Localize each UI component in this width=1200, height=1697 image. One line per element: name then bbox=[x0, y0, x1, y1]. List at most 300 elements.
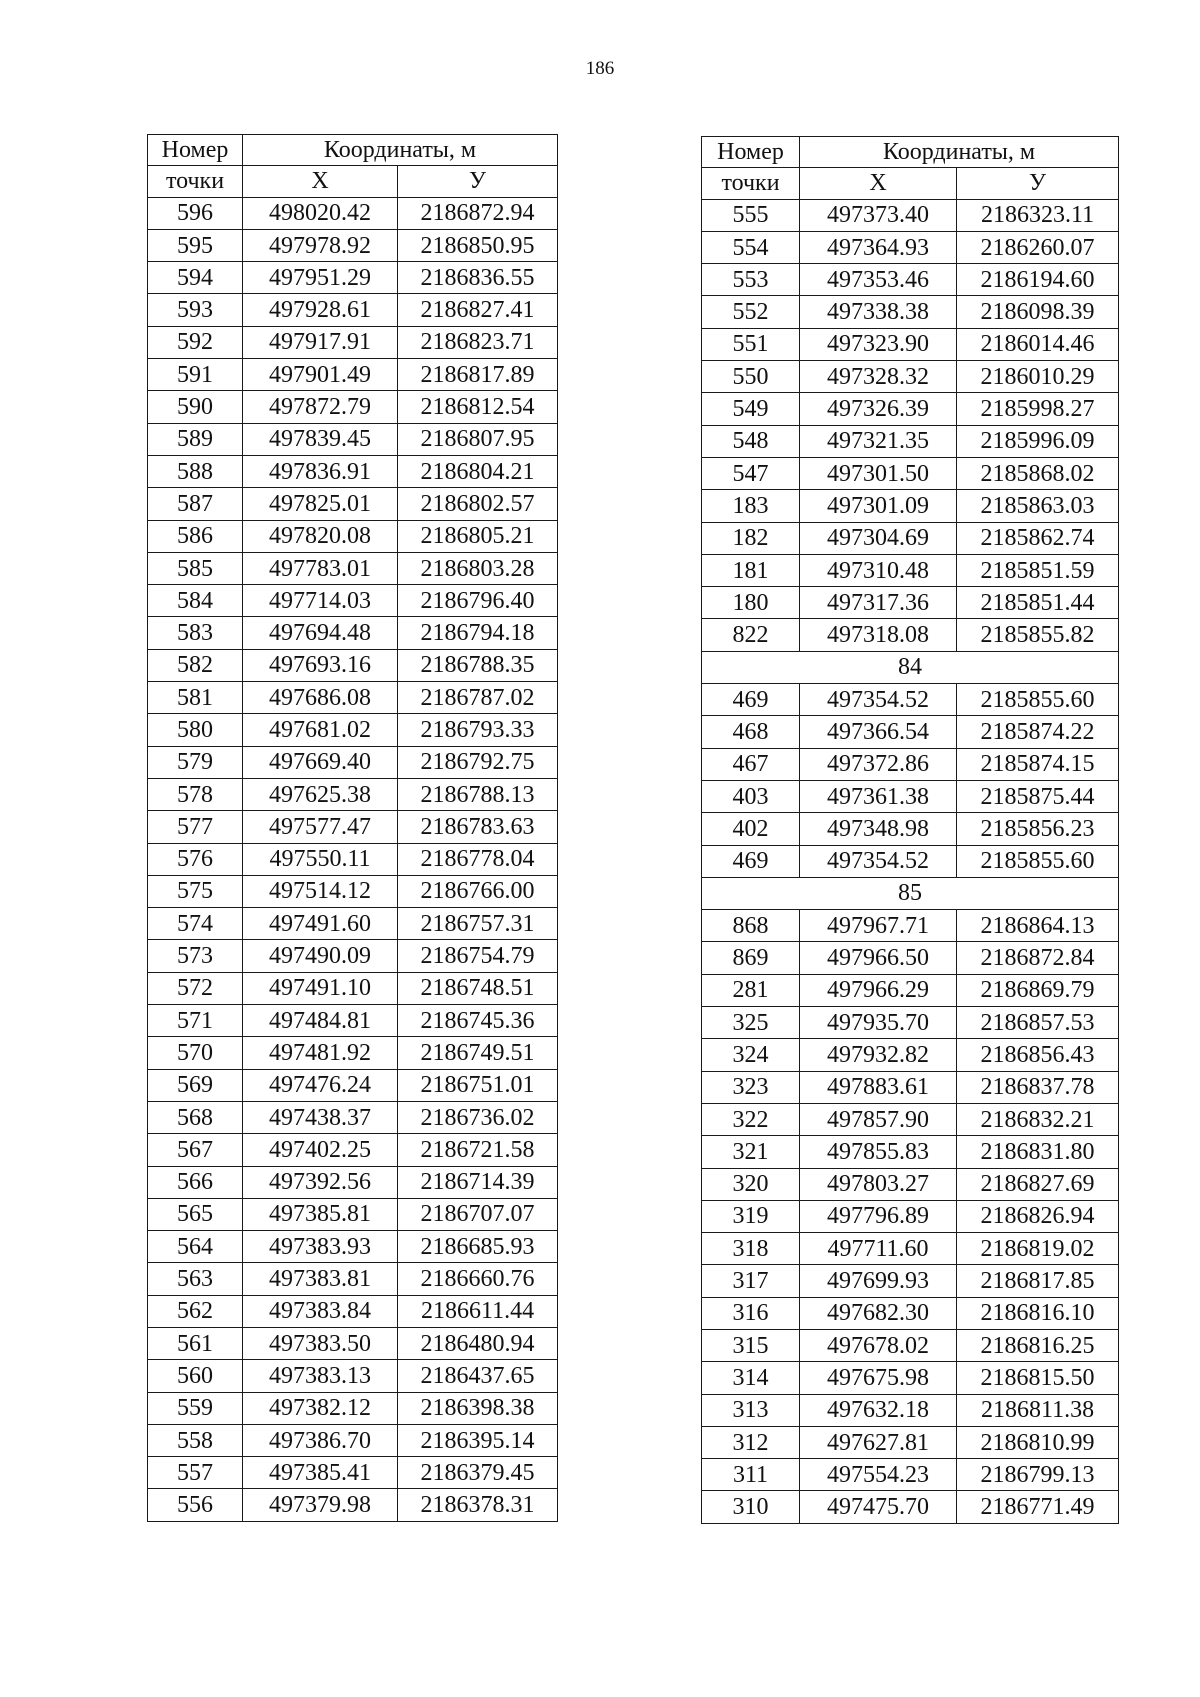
x-column-header: X bbox=[243, 166, 398, 197]
table-row bbox=[702, 1394, 1119, 1426]
table-row bbox=[148, 1424, 558, 1456]
x-coordinate-cell: 497682.30 bbox=[800, 1297, 957, 1329]
table-row bbox=[702, 1071, 1119, 1103]
table-row bbox=[702, 942, 1119, 974]
x-coordinate-cell: 497373.40 bbox=[800, 199, 957, 231]
x-coordinate-cell: 497711.60 bbox=[800, 1233, 957, 1265]
x-coordinate-cell: 497820.08 bbox=[243, 520, 398, 552]
point-number-cell: 589 bbox=[148, 423, 243, 455]
y-coordinate-cell: 2185851.44 bbox=[957, 587, 1119, 619]
section-number: 84 bbox=[702, 651, 1119, 683]
x-coordinate-cell: 497318.08 bbox=[800, 619, 957, 651]
point-number-cell: 182 bbox=[702, 522, 800, 554]
table-row bbox=[148, 1134, 558, 1166]
point-number-header-line2: точки bbox=[702, 168, 800, 199]
x-coordinate-cell: 497385.81 bbox=[243, 1198, 398, 1230]
point-number-cell: 324 bbox=[702, 1039, 800, 1071]
x-coordinate-cell: 497392.56 bbox=[243, 1166, 398, 1198]
table-row bbox=[148, 778, 558, 810]
x-coordinate-cell: 497317.36 bbox=[800, 587, 957, 619]
x-coordinate-cell: 497383.93 bbox=[243, 1231, 398, 1263]
point-number-cell: 584 bbox=[148, 585, 243, 617]
table-row bbox=[148, 617, 558, 649]
y-coordinate-cell: 2186796.40 bbox=[398, 585, 558, 617]
section-row bbox=[702, 651, 1119, 683]
x-coordinate-cell: 497304.69 bbox=[800, 522, 957, 554]
table-row bbox=[148, 1263, 558, 1295]
y-coordinate-cell: 2186837.78 bbox=[957, 1071, 1119, 1103]
table-row bbox=[702, 425, 1119, 457]
x-coordinate-cell: 497379.98 bbox=[243, 1489, 398, 1521]
y-coordinate-cell: 2186802.57 bbox=[398, 488, 558, 520]
point-number-cell: 548 bbox=[702, 425, 800, 457]
y-coordinate-cell: 2186823.71 bbox=[398, 326, 558, 358]
y-coordinate-cell: 2186856.43 bbox=[957, 1039, 1119, 1071]
point-number-cell: 594 bbox=[148, 262, 243, 294]
y-coordinate-cell: 2186811.38 bbox=[957, 1394, 1119, 1426]
table-row bbox=[702, 1329, 1119, 1361]
table-row bbox=[148, 1457, 558, 1489]
y-coordinate-cell: 2186751.01 bbox=[398, 1069, 558, 1101]
y-coordinate-cell: 2186799.13 bbox=[957, 1459, 1119, 1491]
table-row bbox=[702, 522, 1119, 554]
point-number-cell: 553 bbox=[702, 264, 800, 296]
x-coordinate-cell: 497354.52 bbox=[800, 845, 957, 877]
y-coordinate-cell: 2186807.95 bbox=[398, 423, 558, 455]
table-row bbox=[702, 910, 1119, 942]
x-coordinate-cell: 497627.81 bbox=[800, 1426, 957, 1458]
y-coordinate-cell: 2186736.02 bbox=[398, 1101, 558, 1133]
x-coordinate-cell: 497490.09 bbox=[243, 940, 398, 972]
y-coordinate-cell: 2186832.21 bbox=[957, 1103, 1119, 1135]
table-row bbox=[148, 262, 558, 294]
point-number-cell: 318 bbox=[702, 1233, 800, 1265]
table-row bbox=[148, 1295, 558, 1327]
y-coordinate-cell: 2186850.95 bbox=[398, 229, 558, 261]
x-coordinate-cell: 497491.10 bbox=[243, 972, 398, 1004]
point-number-cell: 559 bbox=[148, 1392, 243, 1424]
table-row bbox=[148, 908, 558, 940]
x-coordinate-cell: 497872.79 bbox=[243, 391, 398, 423]
y-coordinate-cell: 2186794.18 bbox=[398, 617, 558, 649]
y-coordinate-cell: 2185868.02 bbox=[957, 457, 1119, 489]
y-column-header: У bbox=[957, 168, 1119, 199]
y-coordinate-cell: 2186857.53 bbox=[957, 1007, 1119, 1039]
point-number-cell: 552 bbox=[702, 296, 800, 328]
point-number-cell: 586 bbox=[148, 520, 243, 552]
x-coordinate-cell: 497966.29 bbox=[800, 974, 957, 1006]
table-row bbox=[148, 585, 558, 617]
point-number-cell: 869 bbox=[702, 942, 800, 974]
point-number-header: Номер bbox=[702, 137, 800, 168]
x-coordinate-cell: 497353.46 bbox=[800, 264, 957, 296]
x-coordinate-cell: 497382.12 bbox=[243, 1392, 398, 1424]
x-coordinate-cell: 497857.90 bbox=[800, 1103, 957, 1135]
table-row bbox=[702, 361, 1119, 393]
table-row bbox=[148, 326, 558, 358]
x-coordinate-cell: 497783.01 bbox=[243, 552, 398, 584]
x-coordinate-cell: 497836.91 bbox=[243, 455, 398, 487]
point-number-header: Номер bbox=[148, 135, 243, 166]
table-row bbox=[148, 811, 558, 843]
point-number-cell: 547 bbox=[702, 457, 800, 489]
point-number-cell: 575 bbox=[148, 875, 243, 907]
x-coordinate-cell: 497301.50 bbox=[800, 457, 957, 489]
point-number-cell: 311 bbox=[702, 1459, 800, 1491]
point-number-cell: 469 bbox=[702, 684, 800, 716]
table-row bbox=[702, 490, 1119, 522]
table-row bbox=[148, 359, 558, 391]
x-coordinate-cell: 497328.32 bbox=[800, 361, 957, 393]
section-row bbox=[702, 877, 1119, 909]
point-number-cell: 469 bbox=[702, 845, 800, 877]
x-coordinate-cell: 497310.48 bbox=[800, 554, 957, 586]
table-row bbox=[148, 488, 558, 520]
point-number-cell: 569 bbox=[148, 1069, 243, 1101]
x-coordinate-cell: 497383.50 bbox=[243, 1327, 398, 1359]
x-coordinate-cell: 497326.39 bbox=[800, 393, 957, 425]
x-coordinate-cell: 497383.84 bbox=[243, 1295, 398, 1327]
point-number-cell: 555 bbox=[702, 199, 800, 231]
point-number-cell: 320 bbox=[702, 1168, 800, 1200]
y-coordinate-cell: 2186815.50 bbox=[957, 1362, 1119, 1394]
point-number-cell: 591 bbox=[148, 359, 243, 391]
table-row bbox=[148, 1360, 558, 1392]
table-row bbox=[148, 520, 558, 552]
y-coordinate-cell: 2186812.54 bbox=[398, 391, 558, 423]
table-row bbox=[148, 1392, 558, 1424]
page-number: 186 bbox=[585, 58, 615, 79]
point-number-cell: 560 bbox=[148, 1360, 243, 1392]
point-number-cell: 551 bbox=[702, 328, 800, 360]
x-coordinate-cell: 497491.60 bbox=[243, 908, 398, 940]
table-row bbox=[148, 552, 558, 584]
point-number-cell: 567 bbox=[148, 1134, 243, 1166]
x-coordinate-cell: 497550.11 bbox=[243, 843, 398, 875]
table-row bbox=[702, 813, 1119, 845]
point-number-cell: 579 bbox=[148, 746, 243, 778]
y-coordinate-cell: 2186098.39 bbox=[957, 296, 1119, 328]
point-number-cell: 596 bbox=[148, 197, 243, 229]
x-coordinate-cell: 497669.40 bbox=[243, 746, 398, 778]
point-number-cell: 593 bbox=[148, 294, 243, 326]
point-number-cell: 403 bbox=[702, 780, 800, 812]
coordinates-table-left bbox=[147, 134, 558, 1522]
table-row bbox=[148, 1231, 558, 1263]
table-row bbox=[148, 197, 558, 229]
x-coordinate-cell: 497514.12 bbox=[243, 875, 398, 907]
table-row bbox=[148, 1489, 558, 1521]
point-number-cell: 583 bbox=[148, 617, 243, 649]
point-number-cell: 566 bbox=[148, 1166, 243, 1198]
table-row bbox=[702, 199, 1119, 231]
table-row bbox=[702, 1362, 1119, 1394]
y-coordinate-cell: 2185855.60 bbox=[957, 684, 1119, 716]
y-coordinate-cell: 2186788.35 bbox=[398, 649, 558, 681]
x-coordinate-cell: 497928.61 bbox=[243, 294, 398, 326]
x-coordinate-cell: 497803.27 bbox=[800, 1168, 957, 1200]
point-number-cell: 587 bbox=[148, 488, 243, 520]
y-coordinate-cell: 2186766.00 bbox=[398, 875, 558, 907]
x-coordinate-cell: 497686.08 bbox=[243, 682, 398, 714]
x-coordinate-cell: 497354.52 bbox=[800, 684, 957, 716]
point-number-cell: 317 bbox=[702, 1265, 800, 1297]
table-row bbox=[702, 328, 1119, 360]
point-number-cell: 557 bbox=[148, 1457, 243, 1489]
y-coordinate-cell: 2186378.31 bbox=[398, 1489, 558, 1521]
table-row bbox=[148, 843, 558, 875]
x-coordinate-cell: 497694.48 bbox=[243, 617, 398, 649]
table-row bbox=[702, 1200, 1119, 1232]
x-coordinate-cell: 497348.98 bbox=[800, 813, 957, 845]
x-coordinate-cell: 497675.98 bbox=[800, 1362, 957, 1394]
point-number-cell: 315 bbox=[702, 1329, 800, 1361]
y-coordinate-cell: 2186754.79 bbox=[398, 940, 558, 972]
table-row bbox=[702, 619, 1119, 651]
table-row bbox=[702, 296, 1119, 328]
point-number-cell: 558 bbox=[148, 1424, 243, 1456]
x-coordinate-cell: 497796.89 bbox=[800, 1200, 957, 1232]
point-number-cell: 588 bbox=[148, 455, 243, 487]
coordinates-header: Координаты, м bbox=[243, 135, 558, 166]
table-row bbox=[148, 746, 558, 778]
y-coordinate-cell: 2186803.28 bbox=[398, 552, 558, 584]
x-coordinate-cell: 497855.83 bbox=[800, 1136, 957, 1168]
table-row bbox=[148, 1037, 558, 1069]
point-number-cell: 554 bbox=[702, 231, 800, 263]
point-number-cell: 310 bbox=[702, 1491, 800, 1523]
y-coordinate-cell: 2186810.99 bbox=[957, 1426, 1119, 1458]
x-coordinate-cell: 497917.91 bbox=[243, 326, 398, 358]
table-row bbox=[702, 780, 1119, 812]
y-coordinate-cell: 2186872.94 bbox=[398, 197, 558, 229]
y-coordinate-cell: 2186864.13 bbox=[957, 910, 1119, 942]
point-number-cell: 314 bbox=[702, 1362, 800, 1394]
point-number-cell: 468 bbox=[702, 716, 800, 748]
point-number-cell: 316 bbox=[702, 1297, 800, 1329]
table-row bbox=[702, 845, 1119, 877]
y-coordinate-cell: 2186749.51 bbox=[398, 1037, 558, 1069]
y-coordinate-cell: 2186872.84 bbox=[957, 942, 1119, 974]
point-number-cell: 590 bbox=[148, 391, 243, 423]
x-coordinate-cell: 497678.02 bbox=[800, 1329, 957, 1361]
x-coordinate-cell: 497699.93 bbox=[800, 1265, 957, 1297]
x-coordinate-cell: 497383.13 bbox=[243, 1360, 398, 1392]
y-coordinate-cell: 2186787.02 bbox=[398, 682, 558, 714]
y-coordinate-cell: 2186685.93 bbox=[398, 1231, 558, 1263]
y-coordinate-cell: 2186323.11 bbox=[957, 199, 1119, 231]
y-coordinate-cell: 2185851.59 bbox=[957, 554, 1119, 586]
x-coordinate-cell: 497966.50 bbox=[800, 942, 957, 974]
x-coordinate-cell: 497935.70 bbox=[800, 1007, 957, 1039]
table-row bbox=[148, 1327, 558, 1359]
coordinates-table-right bbox=[701, 136, 1119, 1524]
y-coordinate-cell: 2185863.03 bbox=[957, 490, 1119, 522]
y-coordinate-cell: 2186817.89 bbox=[398, 359, 558, 391]
y-coordinate-cell: 2186804.21 bbox=[398, 455, 558, 487]
y-coordinate-cell: 2186748.51 bbox=[398, 972, 558, 1004]
table-row bbox=[148, 875, 558, 907]
table-row bbox=[702, 1265, 1119, 1297]
point-number-cell: 592 bbox=[148, 326, 243, 358]
table-row bbox=[148, 682, 558, 714]
x-coordinate-cell: 497323.90 bbox=[800, 328, 957, 360]
table-row bbox=[702, 748, 1119, 780]
table-row bbox=[702, 393, 1119, 425]
x-coordinate-cell: 497364.93 bbox=[800, 231, 957, 263]
point-number-cell: 321 bbox=[702, 1136, 800, 1168]
section-number: 85 bbox=[702, 877, 1119, 909]
y-coordinate-cell: 2186826.94 bbox=[957, 1200, 1119, 1232]
y-coordinate-cell: 2186778.04 bbox=[398, 843, 558, 875]
y-coordinate-cell: 2185875.44 bbox=[957, 780, 1119, 812]
x-coordinate-cell: 497476.24 bbox=[243, 1069, 398, 1101]
point-number-cell: 577 bbox=[148, 811, 243, 843]
table-row bbox=[702, 1039, 1119, 1071]
table-row bbox=[148, 972, 558, 1004]
y-coordinate-cell: 2186714.39 bbox=[398, 1166, 558, 1198]
table-row bbox=[702, 231, 1119, 263]
y-coordinate-cell: 2185996.09 bbox=[957, 425, 1119, 457]
table-row bbox=[702, 1007, 1119, 1039]
y-coordinate-cell: 2186707.07 bbox=[398, 1198, 558, 1230]
point-number-cell: 467 bbox=[702, 748, 800, 780]
x-coordinate-cell: 497883.61 bbox=[800, 1071, 957, 1103]
point-number-cell: 585 bbox=[148, 552, 243, 584]
table-row bbox=[148, 229, 558, 261]
point-number-cell: 571 bbox=[148, 1005, 243, 1037]
table-row bbox=[702, 684, 1119, 716]
table-row bbox=[702, 457, 1119, 489]
point-number-cell: 325 bbox=[702, 1007, 800, 1039]
table-row bbox=[148, 714, 558, 746]
point-number-cell: 576 bbox=[148, 843, 243, 875]
point-number-cell: 578 bbox=[148, 778, 243, 810]
table-row bbox=[702, 1426, 1119, 1458]
point-number-cell: 581 bbox=[148, 682, 243, 714]
y-coordinate-cell: 2186827.41 bbox=[398, 294, 558, 326]
point-number-cell: 323 bbox=[702, 1071, 800, 1103]
y-coordinate-cell: 2186014.46 bbox=[957, 328, 1119, 360]
y-coordinate-cell: 2186260.07 bbox=[957, 231, 1119, 263]
y-coordinate-cell: 2186831.80 bbox=[957, 1136, 1119, 1168]
point-number-cell: 181 bbox=[702, 554, 800, 586]
y-coordinate-cell: 2186757.31 bbox=[398, 908, 558, 940]
y-coordinate-cell: 2185874.15 bbox=[957, 748, 1119, 780]
y-coordinate-cell: 2186721.58 bbox=[398, 1134, 558, 1166]
point-number-cell: 868 bbox=[702, 910, 800, 942]
y-coordinate-cell: 2185862.74 bbox=[957, 522, 1119, 554]
y-coordinate-cell: 2186010.29 bbox=[957, 361, 1119, 393]
y-coordinate-cell: 2186398.38 bbox=[398, 1392, 558, 1424]
point-number-cell: 564 bbox=[148, 1231, 243, 1263]
y-coordinate-cell: 2186437.65 bbox=[398, 1360, 558, 1392]
table-row bbox=[702, 1103, 1119, 1135]
y-coordinate-cell: 2186836.55 bbox=[398, 262, 558, 294]
x-coordinate-cell: 497402.25 bbox=[243, 1134, 398, 1166]
x-coordinate-cell: 497475.70 bbox=[800, 1491, 957, 1523]
x-coordinate-cell: 497383.81 bbox=[243, 1263, 398, 1295]
table-row bbox=[148, 1005, 558, 1037]
y-coordinate-cell: 2185856.23 bbox=[957, 813, 1119, 845]
point-number-cell: 402 bbox=[702, 813, 800, 845]
table-row bbox=[148, 1069, 558, 1101]
point-number-cell: 565 bbox=[148, 1198, 243, 1230]
point-number-cell: 281 bbox=[702, 974, 800, 1006]
point-number-cell: 595 bbox=[148, 229, 243, 261]
point-number-cell: 322 bbox=[702, 1103, 800, 1135]
table-row bbox=[148, 1198, 558, 1230]
table-row bbox=[702, 264, 1119, 296]
y-coordinate-cell: 2186827.69 bbox=[957, 1168, 1119, 1200]
y-coordinate-cell: 2186805.21 bbox=[398, 520, 558, 552]
x-coordinate-cell: 497632.18 bbox=[800, 1394, 957, 1426]
point-number-cell: 180 bbox=[702, 587, 800, 619]
x-coordinate-cell: 497967.71 bbox=[800, 910, 957, 942]
y-coordinate-cell: 2186793.33 bbox=[398, 714, 558, 746]
x-coordinate-cell: 497301.09 bbox=[800, 490, 957, 522]
x-coordinate-cell: 497361.38 bbox=[800, 780, 957, 812]
point-number-cell: 313 bbox=[702, 1394, 800, 1426]
point-number-cell: 822 bbox=[702, 619, 800, 651]
x-coordinate-cell: 498020.42 bbox=[243, 197, 398, 229]
y-coordinate-cell: 2186792.75 bbox=[398, 746, 558, 778]
x-column-header: X bbox=[800, 168, 957, 199]
x-coordinate-cell: 497372.86 bbox=[800, 748, 957, 780]
y-coordinate-cell: 2186745.36 bbox=[398, 1005, 558, 1037]
y-coordinate-cell: 2185855.60 bbox=[957, 845, 1119, 877]
x-coordinate-cell: 497901.49 bbox=[243, 359, 398, 391]
x-coordinate-cell: 497385.41 bbox=[243, 1457, 398, 1489]
point-number-cell: 319 bbox=[702, 1200, 800, 1232]
point-number-cell: 574 bbox=[148, 908, 243, 940]
table-row bbox=[148, 455, 558, 487]
point-number-cell: 572 bbox=[148, 972, 243, 1004]
point-number-header-line2: точки bbox=[148, 166, 243, 197]
y-coordinate-cell: 2186817.85 bbox=[957, 1265, 1119, 1297]
table-row bbox=[702, 974, 1119, 1006]
table-row bbox=[148, 1101, 558, 1133]
coordinates-header: Координаты, м bbox=[800, 137, 1119, 168]
table-row bbox=[148, 294, 558, 326]
y-coordinate-cell: 2186788.13 bbox=[398, 778, 558, 810]
x-coordinate-cell: 497484.81 bbox=[243, 1005, 398, 1037]
table-row bbox=[148, 391, 558, 423]
table-row bbox=[702, 1168, 1119, 1200]
y-coordinate-cell: 2186819.02 bbox=[957, 1233, 1119, 1265]
y-coordinate-cell: 2185855.82 bbox=[957, 619, 1119, 651]
x-coordinate-cell: 497693.16 bbox=[243, 649, 398, 681]
point-number-cell: 312 bbox=[702, 1426, 800, 1458]
y-coordinate-cell: 2186611.44 bbox=[398, 1295, 558, 1327]
table-row bbox=[702, 554, 1119, 586]
table-row bbox=[148, 940, 558, 972]
y-coordinate-cell: 2186379.45 bbox=[398, 1457, 558, 1489]
point-number-cell: 556 bbox=[148, 1489, 243, 1521]
table-row bbox=[702, 1136, 1119, 1168]
point-number-cell: 580 bbox=[148, 714, 243, 746]
x-coordinate-cell: 497978.92 bbox=[243, 229, 398, 261]
x-coordinate-cell: 497386.70 bbox=[243, 1424, 398, 1456]
x-coordinate-cell: 497681.02 bbox=[243, 714, 398, 746]
x-coordinate-cell: 497481.92 bbox=[243, 1037, 398, 1069]
x-coordinate-cell: 497366.54 bbox=[800, 716, 957, 748]
table-row bbox=[148, 1166, 558, 1198]
y-coordinate-cell: 2186816.25 bbox=[957, 1329, 1119, 1361]
table-row bbox=[702, 716, 1119, 748]
x-coordinate-cell: 497839.45 bbox=[243, 423, 398, 455]
table-row bbox=[148, 649, 558, 681]
